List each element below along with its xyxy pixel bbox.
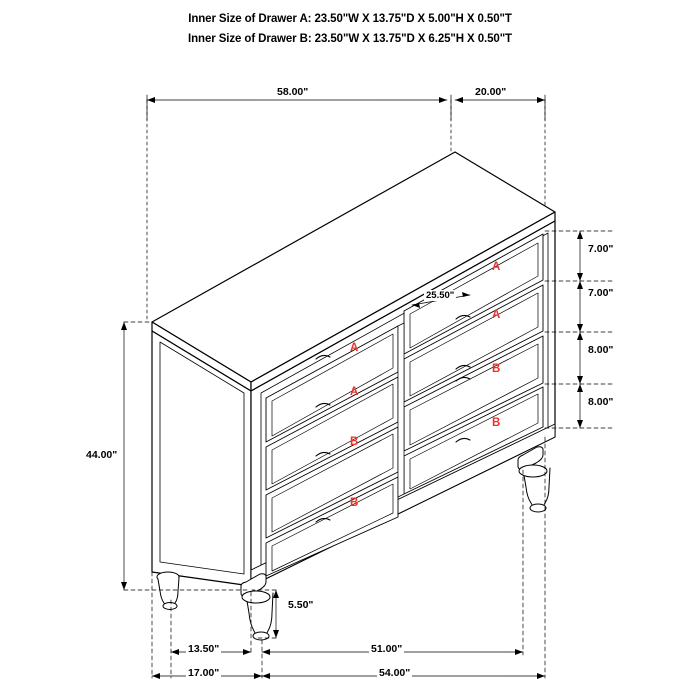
drawer-label-right-2: A xyxy=(492,309,501,321)
dim-top-width: 58.00" xyxy=(277,86,309,98)
drawer-label-left-4: B xyxy=(350,497,359,509)
drawer-label-right-1: A xyxy=(492,261,501,273)
drawer-a-spec-text: Inner Size of Drawer A: 23.50"W X 13.75"D X 5.00"H X 0.50"T xyxy=(188,13,512,25)
dim-top-depth: 20.00" xyxy=(475,86,507,98)
dim-base-total: 54.00" xyxy=(379,667,411,679)
dim-base-left-outer: 17.00" xyxy=(188,667,220,679)
dim-base-front: 51.00" xyxy=(371,643,403,655)
drawer-label-left-3: B xyxy=(350,436,359,448)
dim-right-4: 8.00" xyxy=(588,396,614,408)
dim-right-1: 7.00" xyxy=(588,243,614,255)
dim-base-left: 13.50" xyxy=(188,643,220,655)
drawer-label-left-2: A xyxy=(350,386,359,398)
dim-right-3: 8.00" xyxy=(588,344,614,356)
drawer-b-spec-text: Inner Size of Drawer B: 23.50"W X 13.75"D X 6.25"H X 0.50"T xyxy=(188,33,512,45)
drawer-label-right-4: B xyxy=(492,417,501,429)
dim-total-height: 44.00" xyxy=(86,449,118,461)
dim-interior-width: 25.50" xyxy=(426,290,455,301)
drawer-label-left-1: A xyxy=(350,342,359,354)
dim-leg-height: 5.50" xyxy=(288,599,314,611)
drawer-label-right-3: B xyxy=(492,363,501,375)
dim-right-2: 7.00" xyxy=(588,287,614,299)
